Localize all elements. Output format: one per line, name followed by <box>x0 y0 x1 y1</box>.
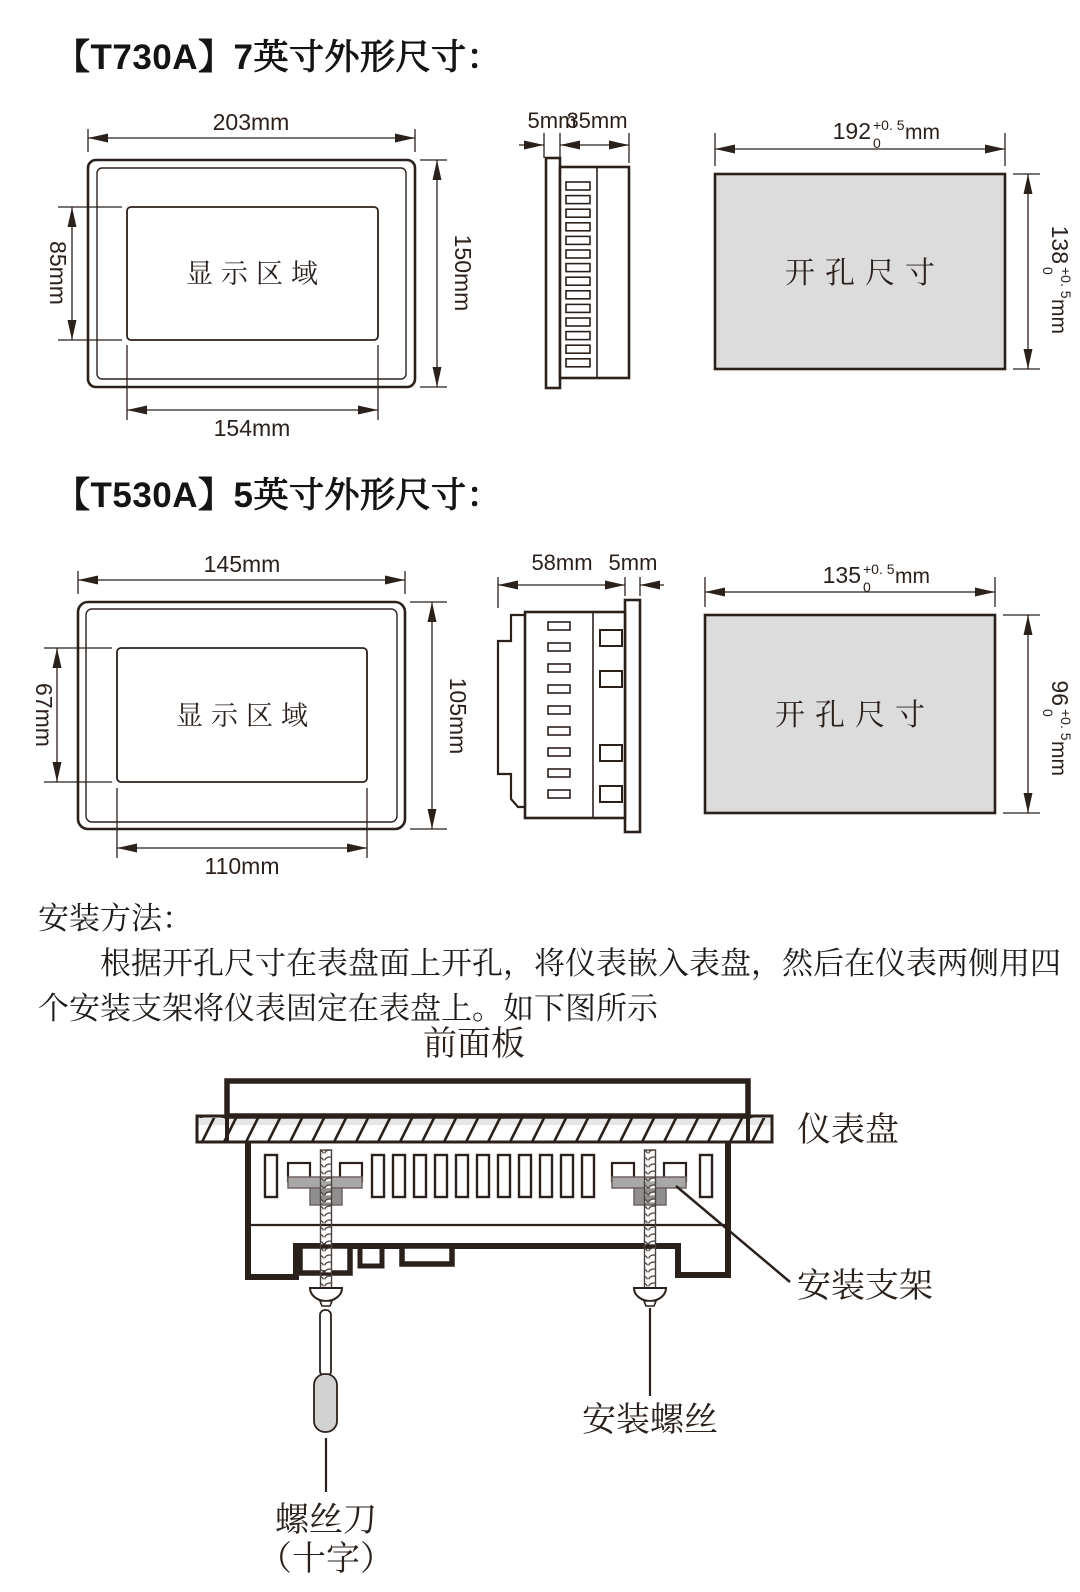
svg-text:135: 135 <box>822 562 861 588</box>
svg-text:192: 192 <box>832 118 871 144</box>
install-method-paragraph-line1: 根据开孔尺寸在表盘面上开孔，将仪表嵌入表盘，然后在仪表两侧用四 <box>100 946 1061 981</box>
t530a-display-height-label: 67mm <box>31 683 57 747</box>
screwdriver-label: 螺丝刀 <box>275 1502 377 1539</box>
svg-text:0: 0 <box>873 135 881 151</box>
t530a-display-area-label: 显示区域 <box>176 701 316 731</box>
screw-head-left <box>310 1288 342 1301</box>
svg-text:0: 0 <box>1040 267 1056 275</box>
t730a-bezel-thickness-label: 5mm <box>527 108 577 133</box>
t530a-side-bezel-plate <box>625 600 640 832</box>
svg-text:+0. 5: +0. 5 <box>1058 709 1074 741</box>
instrument-panel-label: 仪表盘 <box>797 1112 899 1149</box>
t530a-side-flange <box>498 615 525 807</box>
svg-text:mm: mm <box>1047 741 1070 776</box>
svg-text:138: 138 <box>1047 225 1073 264</box>
screw-head-right <box>634 1288 666 1301</box>
svg-text:+0. 5: +0. 5 <box>1058 267 1074 299</box>
t530a-cutout-label: 开孔尺寸 <box>775 699 935 732</box>
svg-text:96: 96 <box>1047 680 1073 706</box>
t730a-cutout-label: 开孔尺寸 <box>785 257 945 290</box>
t730a-dim-height <box>420 160 447 387</box>
t730a-cutout-height-dim-label <box>1040 226 1074 334</box>
screwdriver-handle <box>314 1374 337 1432</box>
instrument-panel-bar <box>197 1116 772 1142</box>
svg-text:0: 0 <box>1040 709 1056 717</box>
t730a-dim-display-width <box>127 345 378 420</box>
t730a-display-area-label: 显示区域 <box>186 259 326 289</box>
svg-text:mm: mm <box>905 121 940 144</box>
mounting-screw-right <box>634 1150 666 1306</box>
front-panel-label: 前面板 <box>423 1026 525 1063</box>
t730a-display-height-label: 85mm <box>45 241 71 305</box>
install-diagram <box>197 1025 933 1578</box>
t530a-height-label: 105mm <box>445 677 471 755</box>
svg-text:+0. 5: +0. 5 <box>873 117 905 133</box>
section-title-t730a: 【T730A】7英寸外形尺寸： <box>55 38 503 77</box>
bracket-leader-line <box>676 1186 790 1282</box>
t530a-display-width-label: 110mm <box>204 853 280 879</box>
body-small-box <box>402 1246 452 1264</box>
t530a-cutout-width-dim-label <box>823 561 930 595</box>
svg-text:0: 0 <box>863 579 871 595</box>
mounting-screw-left <box>310 1150 342 1306</box>
t530a-side-vents <box>548 622 570 798</box>
section-title-t530a: 【T530A】5英寸外形尺寸： <box>55 476 503 515</box>
front-panel-rect <box>227 1081 748 1116</box>
t530a-dim-height <box>410 602 447 829</box>
t730a-width-label: 203mm <box>212 109 290 135</box>
t730a-cutout-view <box>715 117 1074 369</box>
screwdriver <box>314 1310 337 1492</box>
bracket-label: 安装支架 <box>797 1268 933 1305</box>
screw-label: 安装螺丝 <box>582 1402 718 1439</box>
t530a-dim-display-width <box>117 788 367 858</box>
t730a-side-bezel-plate <box>546 158 560 388</box>
svg-text:+0. 5: +0. 5 <box>863 561 895 577</box>
t530a-side-view <box>498 577 664 832</box>
t530a-depth-label: 58mm <box>531 550 593 575</box>
t730a-display-width-label: 154mm <box>213 415 291 441</box>
t530a-width-label: 145mm <box>203 551 281 577</box>
install-method-paragraph-line2: 个安装支架将仪表固定在表盘上。如下图所示 <box>38 991 658 1026</box>
svg-text:mm: mm <box>895 565 930 588</box>
t730a-height-label: 150mm <box>450 234 476 312</box>
install-method-heading: 安装方法： <box>38 901 193 936</box>
screwdriver-shaft <box>320 1310 331 1376</box>
t730a-side-dims <box>519 133 629 163</box>
t730a-side-view <box>519 133 629 388</box>
t530a-bezel-thickness-label: 5mm <box>608 550 658 575</box>
t530a-cutout-view <box>705 561 1074 813</box>
screwdriver-type-label: （十字） <box>258 1541 394 1578</box>
t730a-depth-label: 35mm <box>566 108 628 133</box>
t530a-cutout-height-dim-label <box>1040 680 1074 776</box>
t730a-cutout-width-dim-label <box>833 117 940 151</box>
svg-text:mm: mm <box>1047 299 1070 334</box>
